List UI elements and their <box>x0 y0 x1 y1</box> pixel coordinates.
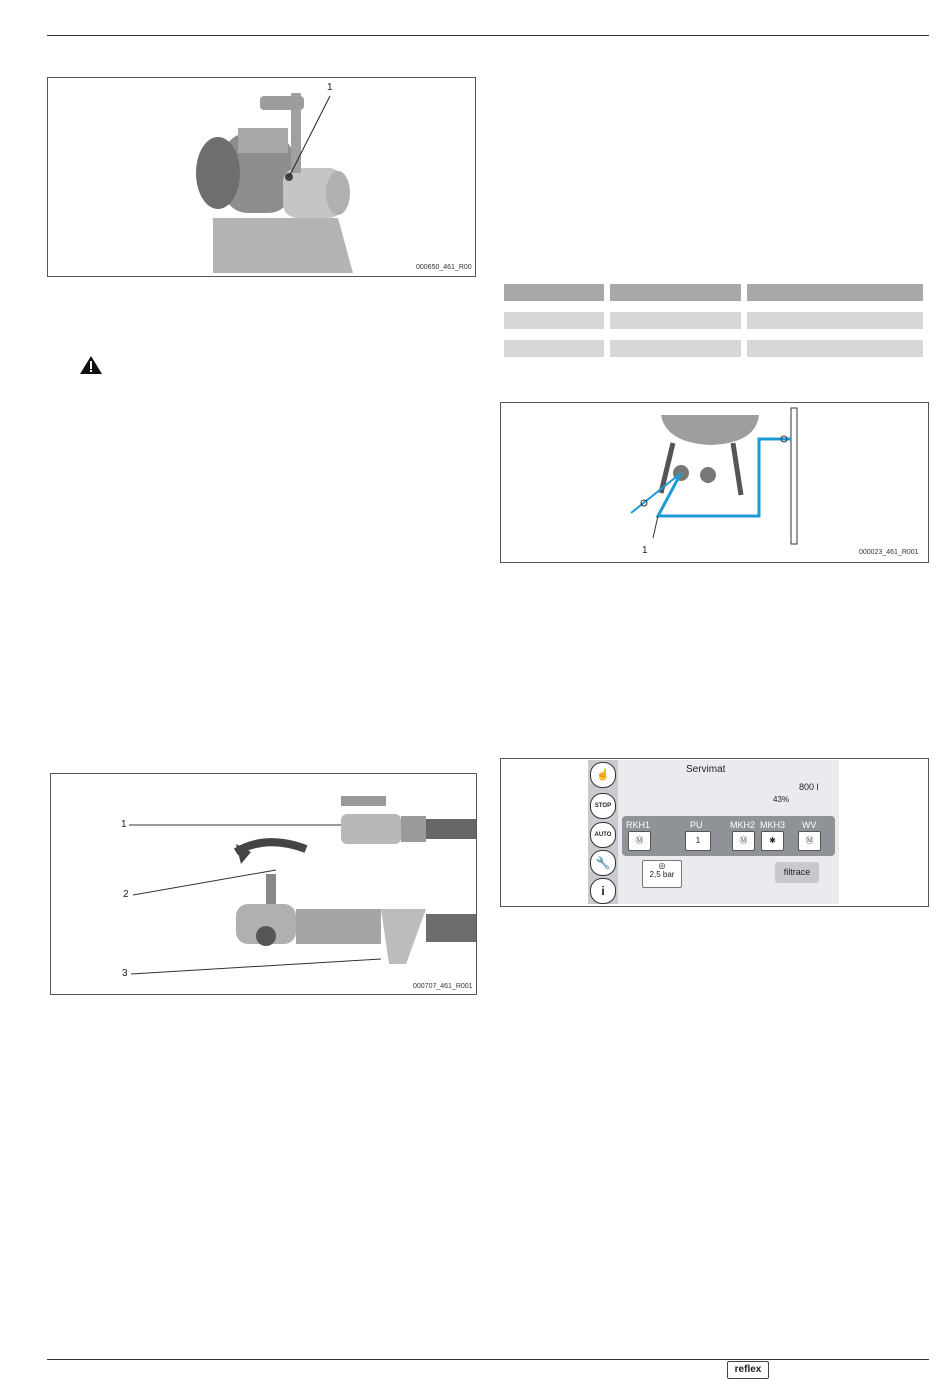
hmi-title: Servimat <box>686 764 726 775</box>
table-cell <box>504 312 604 329</box>
auto-button[interactable]: AUTO <box>590 822 616 848</box>
table-header-cell <box>610 284 741 301</box>
warning-icon <box>79 355 103 380</box>
table-cell <box>747 312 923 329</box>
valve-callout-1: 1 <box>121 819 127 830</box>
tank-volume: 800 l <box>799 782 819 792</box>
component-label-rkh1: RKH1 <box>626 820 651 830</box>
valve-illustration <box>51 774 476 994</box>
table-cell <box>747 340 923 357</box>
rkh1-valve-icon[interactable]: Ⓜ <box>628 831 651 851</box>
valve-figure-code: 000707_461_R001 <box>413 983 473 990</box>
stop-button[interactable]: STOP <box>590 793 616 819</box>
gauge-icon: ◎ <box>658 861 666 870</box>
component-label-wv: WV <box>802 820 817 830</box>
valve-callout-3: 3 <box>122 968 128 979</box>
table-cell <box>610 340 741 357</box>
header-rule <box>47 35 929 36</box>
table-header-cell <box>747 284 923 301</box>
info-icon[interactable]: i <box>590 878 616 904</box>
pressure-display <box>642 860 682 888</box>
wv-valve-icon[interactable]: Ⓜ <box>798 831 821 851</box>
valve-callout-2: 2 <box>123 889 129 900</box>
table-header-row <box>504 284 923 301</box>
mkh3-valve-icon[interactable]: ✱ <box>761 831 784 851</box>
footer-rule <box>47 1359 929 1360</box>
table-cell <box>504 340 604 357</box>
figure-pump <box>47 77 476 277</box>
hand-icon[interactable]: ☝ <box>590 762 616 788</box>
table-header-cell <box>504 284 604 301</box>
filter-button[interactable]: filtrace <box>775 862 819 883</box>
hmi-screen <box>588 760 839 904</box>
tank-callout-1: 1 <box>642 545 648 556</box>
component-label-mkh3: MKH3 <box>760 820 786 830</box>
tank-figure-code: 000023_461_R001 <box>859 549 919 556</box>
table-cell <box>610 312 741 329</box>
component-label-mkh2: MKH2 <box>730 820 756 830</box>
table-row <box>504 312 923 329</box>
data-table <box>504 284 923 368</box>
mkh2-valve-icon[interactable]: Ⓜ <box>732 831 755 851</box>
pressure-value: 2,5 bar <box>649 870 675 879</box>
pump-icon[interactable] <box>685 831 711 851</box>
figure-tank-connection <box>500 402 929 563</box>
tank-level-percent: 43% <box>773 795 790 804</box>
component-label-pu: PU <box>690 820 703 830</box>
tank-illustration <box>501 403 928 562</box>
pump-callout-1: 1 <box>327 82 333 93</box>
wrench-icon[interactable]: 🔧 <box>590 850 616 876</box>
pump-number: 1 <box>695 836 701 845</box>
pump-illustration <box>48 78 475 276</box>
figure-valve-filter <box>50 773 477 995</box>
pump-figure-code: 000650_461_R00 <box>416 264 472 271</box>
brand-logo: reflex <box>727 1361 769 1379</box>
table-row <box>504 340 923 357</box>
